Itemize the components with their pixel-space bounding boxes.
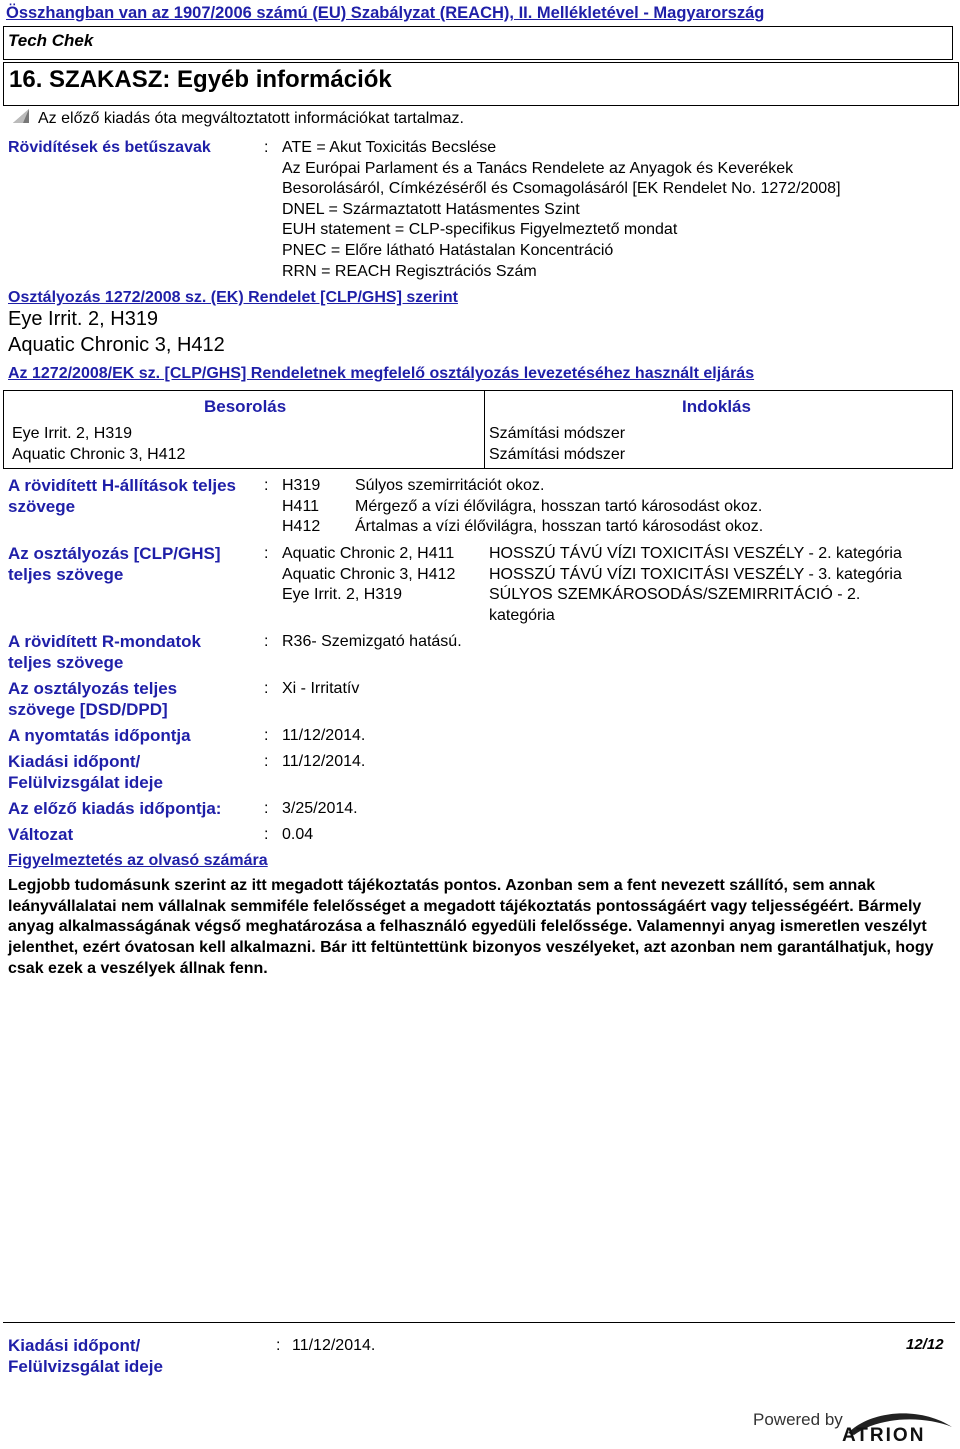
table-cell-classification: Aquatic Chronic 3, H412 [12, 446, 186, 463]
footer-rule [3, 1322, 955, 1323]
issue-date-label: Kiadási időpont/ [8, 752, 141, 771]
dsd-label: Az osztályozás teljes [8, 679, 178, 698]
notice-label: Figyelmeztetés az olvasó számára [8, 852, 268, 869]
abbreviations-label: Rövidítések és betűszavak [8, 139, 211, 156]
classification-label: Osztályozás 1272/2008 sz. (EK) Rendelet [CLP/GHS] szerint [8, 289, 458, 306]
print-date-value: 11/12/2014. [282, 727, 366, 744]
regulation-header: Összhangban van az 1907/2006 számú (EU) Szabályzat (REACH), II. Mellékletével - Magyarország [6, 4, 765, 22]
colon: : [276, 1337, 281, 1354]
r-phrases-value: R36- Szemizgató hatású. [282, 633, 462, 650]
h-statements-label: A rövidített H-állítások teljes [8, 476, 236, 495]
table-cell-reason: Számítási módszer [489, 425, 626, 442]
class-code: Aquatic Chronic 2, H411 [282, 545, 455, 562]
abbreviation-line: Az Európai Parlament és a Tanács Rendelete az Anyagok és Keverékek [282, 160, 794, 177]
changed-note: Az előző kiadás óta megváltoztatott információkat tartalmaz. [38, 110, 464, 127]
classification-item: Eye Irrit. 2, H319 [8, 308, 159, 330]
h-text: Mérgező a vízi élővilágra, hosszan tartó károsodást okoz. [355, 498, 763, 515]
table-cell-reason: Számítási módszer [489, 446, 626, 463]
colon: : [264, 633, 269, 650]
prev-date-label: Az előző kiadás időpontja: [8, 799, 222, 818]
changed-marker-icon [12, 108, 30, 124]
footer-issue-label: Kiadási időpont/ [8, 1336, 141, 1355]
abbreviation-line: PNEC = Előre látható Hatástalan Koncentráció [282, 242, 614, 259]
abbreviation-line: Besorolásáról, Címkézéséről és Csomagolásáról [EK Rendelet No. 1272/2008] [282, 180, 841, 197]
table-cell-classification: Eye Irrit. 2, H319 [12, 425, 133, 442]
footer-issue-value: 11/12/2014. [292, 1337, 376, 1354]
class-text: HOSSZÚ TÁVÚ VÍZI TOXICITÁSI VESZÉLY - 2. kategória [489, 545, 902, 562]
h-text: Ártalmas a vízi élővilágra, hosszan tartó károsodást okoz. [355, 518, 764, 535]
prev-date-value: 3/25/2014. [282, 800, 358, 817]
section-title: 16. SZAKASZ: Egyéb információk [9, 66, 392, 93]
abbreviation-line: DNEL = Származtatott Hatásmentes Szint [282, 201, 580, 218]
classification-item: Aquatic Chronic 3, H412 [8, 334, 225, 356]
h-code: H319 [282, 477, 321, 494]
h-statements-label: szövege [8, 497, 76, 516]
table-header-classification: Besorolás [204, 397, 287, 416]
class-full-label: Az osztályozás [CLP/GHS] [8, 544, 221, 563]
colon: : [264, 800, 269, 817]
issue-date-label: Felülvizsgálat ideje [8, 773, 163, 792]
atrion-logo: ATRION [842, 1425, 926, 1446]
version-label: Változat [8, 825, 74, 844]
abbreviation-line: RRN = REACH Regisztrációs Szám [282, 263, 537, 280]
footer-issue-label: Felülvizsgálat ideje [8, 1357, 163, 1376]
class-code: Aquatic Chronic 3, H412 [282, 566, 456, 583]
class-text: HOSSZÚ TÁVÚ VÍZI TOXICITÁSI VESZÉLY - 3. kategória [489, 566, 902, 583]
product-box [3, 26, 953, 60]
version-value: 0.04 [282, 826, 314, 843]
r-phrases-label: A rövidített R-mondatok [8, 632, 201, 651]
colon: : [264, 545, 269, 562]
procedure-label: Az 1272/2008/EK sz. [CLP/GHS] Rendeletnek megfelelő osztályozás levezetéséhez használt eljárás [8, 365, 755, 382]
class-code: Eye Irrit. 2, H319 [282, 586, 403, 603]
issue-date-value: 11/12/2014. [282, 753, 366, 770]
r-phrases-label: teljes szövege [8, 653, 124, 672]
table-header-reason: Indoklás [682, 397, 751, 416]
h-text: Súlyos szemirritációt okoz. [355, 477, 545, 494]
h-code: H412 [282, 518, 321, 535]
class-full-label: teljes szövege [8, 565, 124, 584]
dsd-value: Xi - Irritatív [282, 680, 360, 697]
class-text-wrap: kategória [489, 607, 555, 624]
colon: : [264, 826, 269, 843]
h-code: H411 [282, 498, 320, 515]
abbreviation-line: ATE = Akut Toxicitás Becslése [282, 139, 497, 156]
class-text: SÚLYOS SZEMKÁROSODÁS/SZEMIRRITÁCIÓ - 2. [489, 586, 861, 603]
abbreviation-line: EUH statement = CLP-specifikus Figyelmeztető mondat [282, 221, 678, 238]
powered-by-text: Powered by [753, 1410, 843, 1429]
colon: : [264, 680, 269, 697]
colon: : [264, 727, 269, 744]
print-date-label: A nyomtatás időpontja [8, 726, 191, 745]
colon: : [264, 477, 269, 494]
page-number: 12/12 [906, 1336, 944, 1353]
table-divider [484, 390, 485, 468]
colon: : [264, 139, 269, 156]
dsd-label: szövege [DSD/DPD] [8, 700, 168, 719]
colon: : [264, 753, 269, 770]
product-name: Tech Chek [8, 31, 94, 50]
notice-text: Legjobb tudomásunk szerint az itt megadott tájékoztatás pontos. Azonban sem a fent nevezett szállító, sem annak leányvállalatai nem vállalnak semmiféle felelősséget a megadott tájékoztatás pontosságáért vagy teljességéért. Bármely anyag alkalmasságának végső meghatározása a felhasználó egyedüli felelőssége. Valamennyi anyag ismeretlen veszélyt jelenthet, ezért óvatosan kell alkalmazni. Bár itt feltüntettünk bizonyos veszélyeket, azt azonban nem garantálhatjuk, hogy csak ezek a veszélyek állnak fenn. [8, 877, 934, 977]
